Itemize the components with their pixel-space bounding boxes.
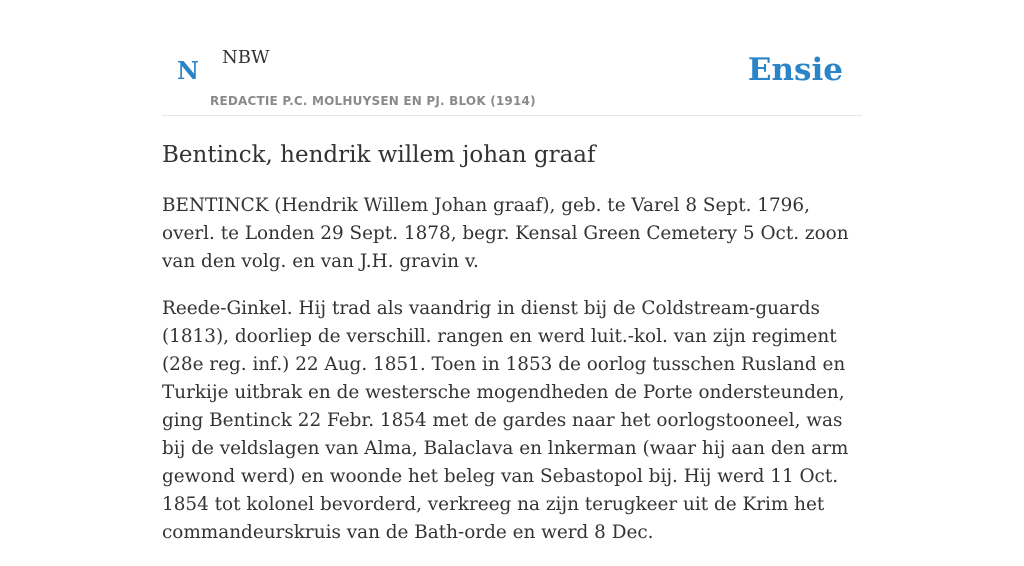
page (162, 0, 862, 543)
article-paragraph: BENTINCK (Hendrik Willem Johan graaf), geb. te Varel 8 Sept. 1796, overl. te Londen 29 Sept. 1878, begr. Kensal Green Cemetery 5 Oct. zoon van den volg. en van J.H. gravin v. (162, 195, 849, 272)
article-paragraph: Reede-Ginkel. Hij trad als vaandrig in dienst bij de Coldstream-guards (1813), doorliep de verschill. rangen en werd luit.-kol. van zijn regiment (28e reg. inf.) 22 Aug. 1851. Toen in 1853 de oorlog tusschen Rusland en Turkije uitbrak en de westersche mogendheden de Porte ondersteunden, ging Bentinck 22 Febr. 1854 met de gardes naar het oorlogstooneel, was bij de veldslagen van Alma, Balaclava en lnkerman (waar hij aan den arm gewond werd) en woonde het beleg van Sebastopol bij. Hij werd 11 Oct. 1854 tot kolonel bevorderd, verkreeg na zijn terugkeer uit de Krim het commandeurskruis van de Bath-orde en werd 8 Dec. (162, 298, 849, 543)
brand-logo[interactable]: Ensie (747, 52, 843, 88)
source-name[interactable]: NBW (222, 47, 270, 68)
article-body (162, 192, 862, 566)
article-title: Bentinck, hendrik willem johan graaf (162, 142, 596, 168)
source-logo[interactable]: N (177, 56, 199, 85)
header (162, 0, 862, 116)
source-editors: REDACTIE P.C. MOLHUYSEN EN PJ. BLOK (1914) (210, 94, 536, 108)
